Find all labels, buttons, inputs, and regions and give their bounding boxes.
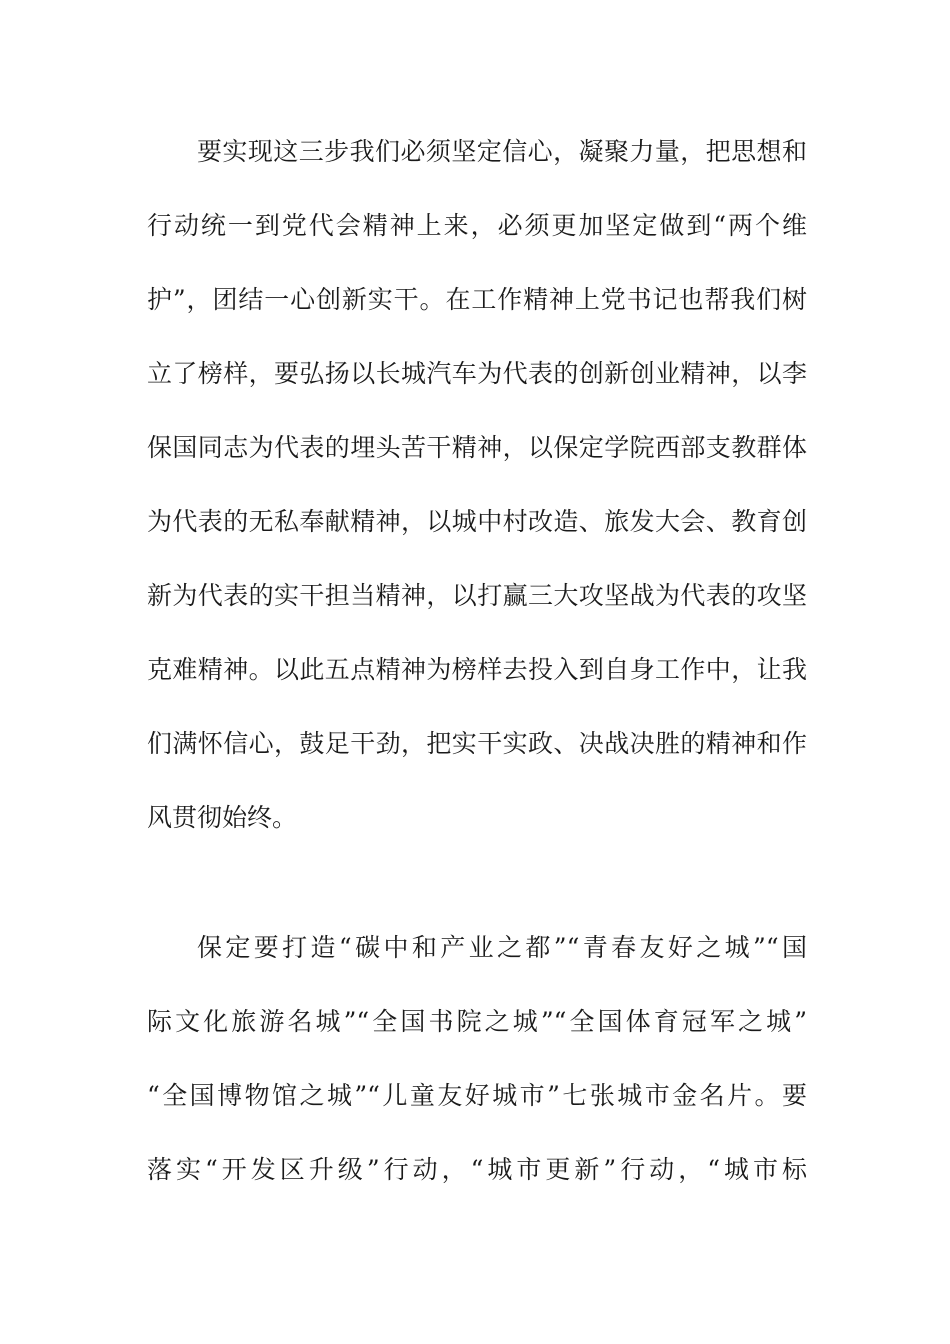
paragraph-line: 际文化旅游名城”“全国书院之城”“全国体育冠军之城” xyxy=(147,1007,807,1036)
paragraph-line: 保国同志为代表的埋头苦干精神，以保定学院西部支教群体 xyxy=(147,433,807,462)
paragraph-line: 保定要打造“碳中和产业之都”“青春友好之城”“国 xyxy=(197,933,807,962)
paragraph-line: 行动统一到党代会精神上来，必须更加坚定做到“两个维 xyxy=(147,211,807,240)
paragraph-line: 立了榜样，要弘扬以长城汽车为代表的创新创业精神，以李 xyxy=(147,359,807,388)
paragraph-line: 们满怀信心，鼓足干劲，把实干实政、决战决胜的精神和作 xyxy=(147,729,807,758)
paragraph-line: 护”，团结一心创新实干。在工作精神上党书记也帮我们树 xyxy=(147,285,807,314)
paragraph-line: 克难精神。以此五点精神为榜样去投入到自身工作中，让我 xyxy=(147,655,807,684)
paragraph-line: “全国博物馆之城”“儿童友好城市”七张城市金名片。要 xyxy=(147,1081,807,1110)
paragraph-line: 要实现这三步我们必须坚定信心，凝聚力量，把思想和 xyxy=(197,137,807,166)
paragraph-line: 为代表的无私奉献精神，以城中村改造、旅发大会、教育创 xyxy=(147,507,807,536)
paragraph-line: 落实“开发区升级”行动，“城市更新”行动，“城市标 xyxy=(147,1155,807,1184)
paragraph-line: 风贯彻始终。 xyxy=(147,803,298,832)
paragraph-line: 新为代表的实干担当精神，以打赢三大攻坚战为代表的攻坚 xyxy=(147,581,807,610)
